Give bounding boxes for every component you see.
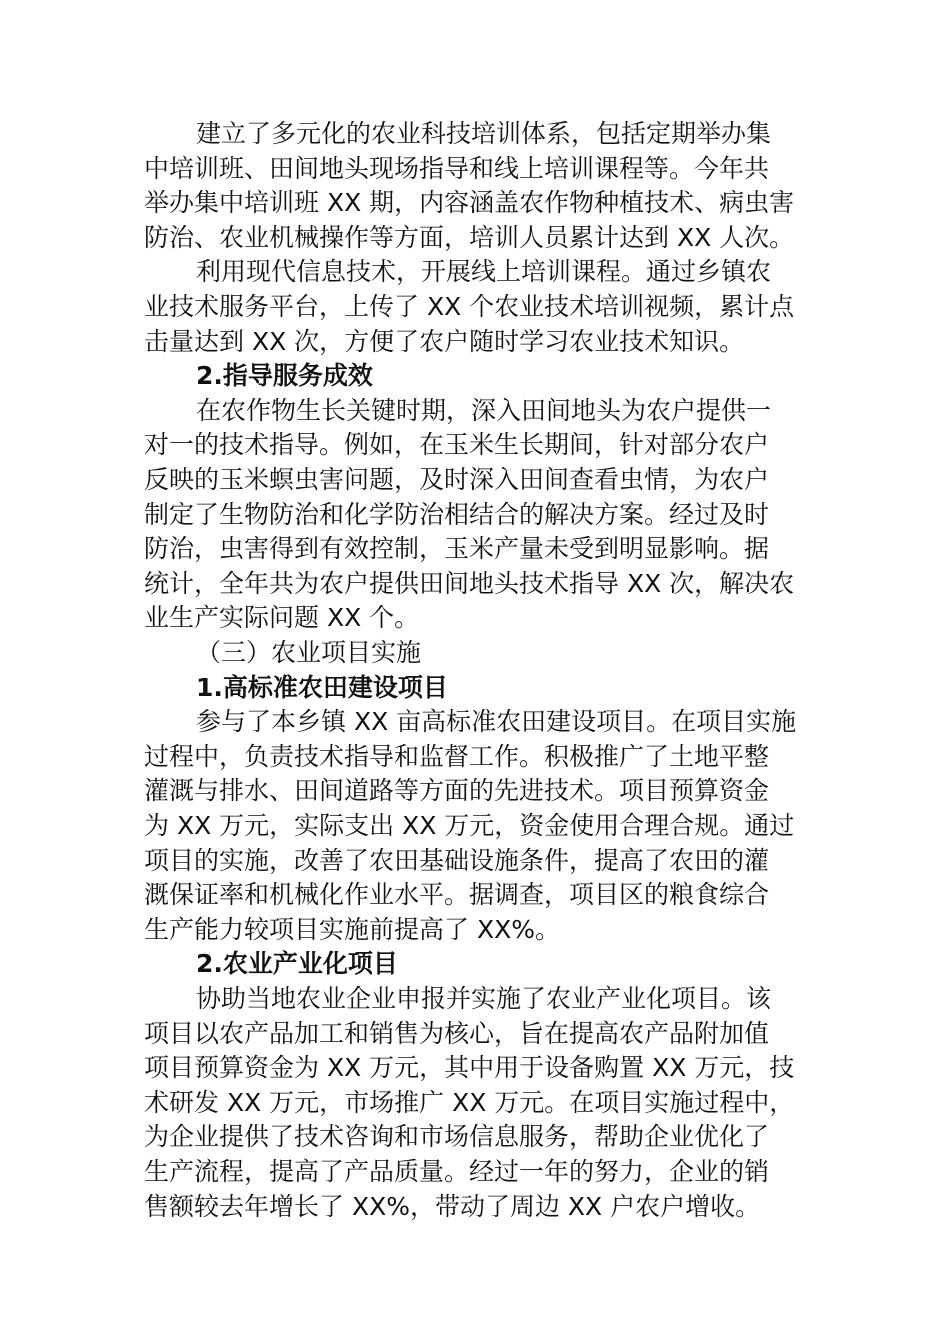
text-line: 建立了多元化的农业科技培训体系，包括定期举办集 bbox=[196, 119, 772, 148]
subsection-heading: 1.高标准农田建设项目 bbox=[196, 672, 448, 702]
text-line: 利用现代信息技术，开展线上培训课程。通过乡镇农 bbox=[196, 257, 772, 287]
section-heading: （三）农业项目实施 bbox=[196, 638, 422, 667]
text-line: 反映的玉米螟虫害问题，及时深入田间查看虫情，为农户 bbox=[144, 465, 770, 494]
text-line: 业技术服务平台，上传了 XX 个农业技术培训视频，累计点 bbox=[144, 292, 795, 321]
subsection-heading: 2.指导服务成效 bbox=[196, 361, 373, 391]
text-line: 协助当地农业企业申报并实施了农业产业化项目。该 bbox=[196, 984, 772, 1013]
text-line: 防治、农业机械操作等方面，培训人员累计达到 XX 人次。 bbox=[144, 222, 795, 252]
text-line: 售额较去年增长了 XX%，带动了周边 XX 户农户增收。 bbox=[144, 1191, 761, 1221]
text-line: 生产能力较项目实施前提高了 XX%。 bbox=[144, 914, 560, 944]
text-line: 项目以农产品加工和销售为核心，旨在提高农产品附加值 bbox=[144, 1018, 770, 1048]
text-line: 灌溉与排水、田间道路等方面的先进技术。项目预算资金 bbox=[144, 776, 770, 806]
text-line: 击量达到 XX 次，方便了农户随时学习农业技术知识。 bbox=[144, 326, 745, 356]
text-line: 业生产实际问题 XX 个。 bbox=[144, 603, 420, 633]
text-line: 项目的实施，改善了农田基础设施条件，提高了农田的灌 bbox=[144, 845, 770, 875]
text-line: 举办集中培训班 XX 期，内容涵盖农作物种植技术、病虫害 bbox=[144, 188, 795, 218]
text-line: 生产流程，提高了产品质量。经过一年的努力，企业的销 bbox=[144, 1157, 770, 1186]
text-line: 统计，全年共为农户提供田间地头技术指导 XX 次，解决农 bbox=[144, 568, 795, 598]
subsection-heading: 2.农业产业化项目 bbox=[196, 949, 398, 979]
text-line: 项目预算资金为 XX 万元，其中用于设备购置 XX 万元，技 bbox=[144, 1053, 795, 1083]
text-line: 参与了本乡镇 XX 亩高标准农田建设项目。在项目实施 bbox=[196, 707, 797, 737]
text-line: 防治，虫害得到有效控制，玉米产量未受到明显影响。据 bbox=[144, 534, 770, 564]
text-line: 为 XX 万元，实际支出 XX 万元，资金使用合理合规。通过 bbox=[144, 811, 795, 840]
text-line: 中培训班、田间地头现场指导和线上培训课程等。今年共 bbox=[144, 153, 770, 183]
text-line: 对一的技术指导。例如，在玉米生长期间，针对部分农户 bbox=[144, 430, 770, 460]
text-line: 为企业提供了技术咨询和市场信息服务，帮助企业优化了 bbox=[144, 1122, 770, 1152]
text-line: 在农作物生长关键时期，深入田间地头为农户提供一 bbox=[196, 395, 772, 425]
text-line: 制定了生物防治和化学防治相结合的解决方案。经过及时 bbox=[144, 499, 770, 529]
text-line: 溉保证率和机械化作业水平。据调查，项目区的粮食综合 bbox=[144, 880, 770, 910]
text-line: 过程中，负责技术指导和监督工作。积极推广了土地平整 bbox=[144, 741, 770, 771]
text-line: 术研发 XX 万元，市场推广 XX 万元。在项目实施过程中， bbox=[144, 1087, 795, 1117]
